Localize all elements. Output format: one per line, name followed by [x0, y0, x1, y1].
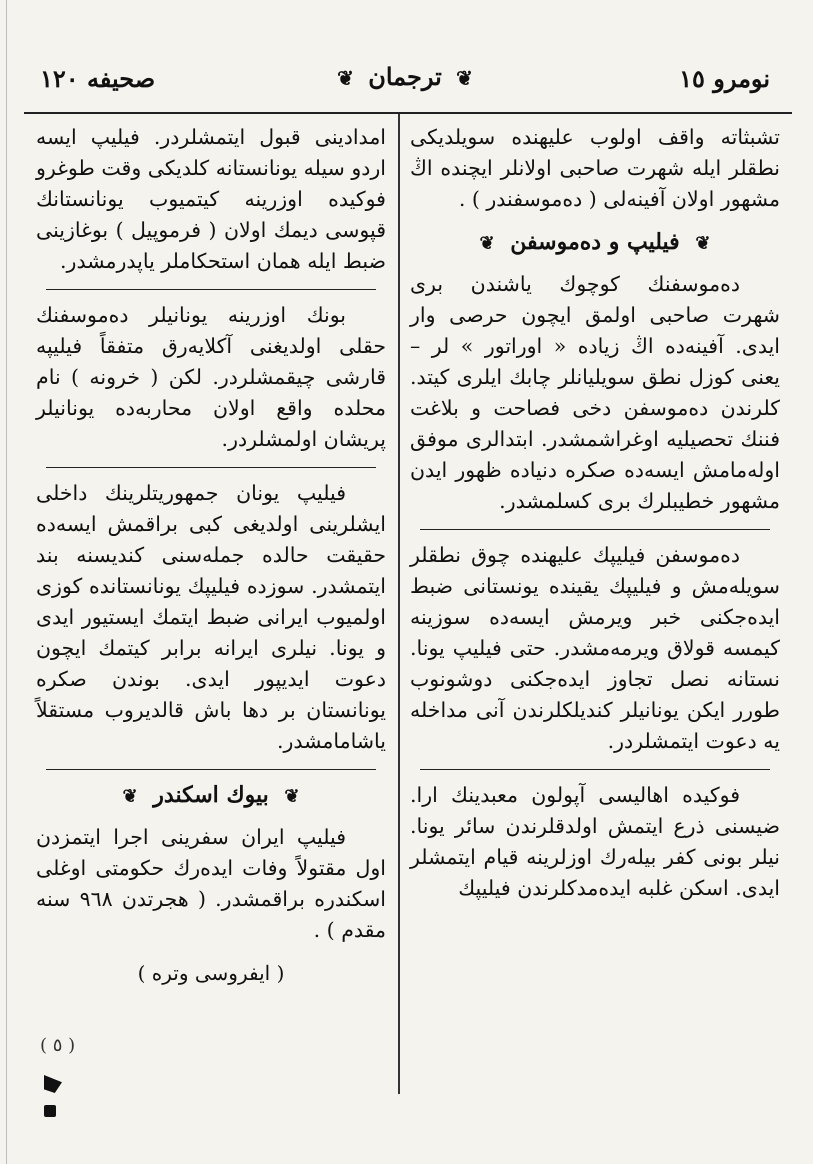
section-heading [410, 227, 780, 259]
ink-mark-icon [44, 1075, 62, 1093]
section-heading-text: بيوك اسكندر [153, 782, 269, 808]
paragraph: تشبثاته واقف اولوب عليهنده سويلديكى نطقلر ايله شهرت صاحبى اولانلر ايچنده اڭ مشهور اولان آفينه‌لى ( دەموسفندر ) . [410, 125, 780, 211]
left-column [36, 122, 386, 989]
page-header [40, 58, 770, 98]
paragraph: فوكيده اهاليسى آپولون معبدينك ارا. ضيسنى ذرع ايتمش اولدقلرندن سائر يونا. نيلر بونى كفر بيلەرك اوزلرينه قيام ايتمشلر ايدى. اسكن غلبه ايده‌مدكلرندن فيليپك [410, 783, 780, 900]
ornament-icon: ❦ [337, 66, 354, 90]
right-column [410, 122, 780, 916]
paragraph-separator [46, 769, 376, 770]
paragraph-separator [420, 529, 770, 530]
section-heading [36, 780, 386, 812]
paragraph: دەموسفن فيليپك عليهنده چوق نطقلر سويله‌مش و فيليپك يقينده يونستانى ضبط ايده‌جكنى خبر ويرمش ايسه‌ده سوزينه كيمسه قولاق ويرمه‌مشدر. حتى فيليپ يونا. نستانه نصل تجاوز ايده‌جكنى دوشونوب طورر ايكن يونانيلر كنديلكلرندن آنى مداخله يه دعوت ايتمشلردر. [410, 543, 780, 753]
author-signature: ( ايفروسى وترە ) [137, 961, 285, 985]
ink-mark-icon [44, 1105, 56, 1117]
ornament-icon: ❦ [122, 786, 138, 807]
ornament-icon: ❦ [284, 786, 300, 807]
masthead-title-text: ترجمان [368, 62, 442, 91]
paragraph: فيليپ يونان جمهوريتلرينك داخلى ايشلرينى اولديغى كبى براقمش ايسه‌ده حقيقت حالده جمله‌سنى كنديسنه بند ايتمشدر. سوزده فيليپك يونانستانده كوزى اولميوب ايرانى ضبط ايتمك ايستيور ايدى و يونا. نيلرى ايرانه برابر كيتمك ايچون دعوت ايديپور ايدى. بوندن صكره يونانستان بر دها باش قالديروب مستقلاً ياشامامشدر. [36, 481, 386, 753]
paragraph: بونك اوزرينه يونانيلر دەموسفنك حقلى اولديغنى آكلايەرق متفقاً فيليپه قارشى چيقمشلردر. لكن ( خرونه ) نام محلده واقع اولان محاربه‌ده يونانيلر پريشان اولمشلردر. [36, 303, 386, 451]
paragraph: دەموسفنك كوچوك ياشندن برى شهرت صاحبى اولمق ايچون حرصى وار ايدى. آفينه‌ده اڭ زياده « اوراتور » لر – يعنى كوزل نطق سويليانلر چابك ايلرى كيتد. كلرندن دەموسفن دخى فصاحت و بلاغت فننك تحصيليه اوغراشمشدر. ابتدالرى موفق اوله‌مامش ايسه‌ده صكره دنياده ظهور ايدن مشهور خطيبلرك برى كسلمشدر. [410, 272, 780, 513]
column-divider [398, 114, 400, 1094]
ornament-icon: ❦ [456, 66, 473, 90]
paragraph-separator [46, 289, 376, 290]
issue-number: نومرو ١٥ [679, 64, 770, 93]
page-number: صحيفه ١٢٠ [40, 64, 156, 93]
ornament-icon: ❦ [695, 233, 711, 254]
section-heading-text: فيليپ و دەموسفن [510, 229, 680, 255]
paragraph-separator [46, 467, 376, 468]
page-edge-line [6, 0, 7, 1164]
paragraph-separator [420, 769, 770, 770]
paragraph: امدادينى قبول ايتمشلردر. فيليپ ايسه اردو سيله يونانستانه كلديكى وقت طوغرو فوكيده اوزرينه كيتميوب يونانستانك قپوسى ديمك اولان ( فرموپيل ) بوغازينى ضبط ايله همان استحكاملر ياپدرمشدر. [36, 125, 386, 273]
footnote-number: ( ٥ ) [40, 1035, 76, 1056]
paragraph: فيليپ ايران سفرينى اجرا ايتمزدن اول مقتولاً وفات ايده‌رك حكومتى اوغلى اسكندره براقمشدر. ( هجرتدن ٩٦٨ سنه مقدم ) . [36, 825, 386, 942]
header-rule [24, 112, 792, 114]
ornament-icon: ❦ [479, 233, 495, 254]
